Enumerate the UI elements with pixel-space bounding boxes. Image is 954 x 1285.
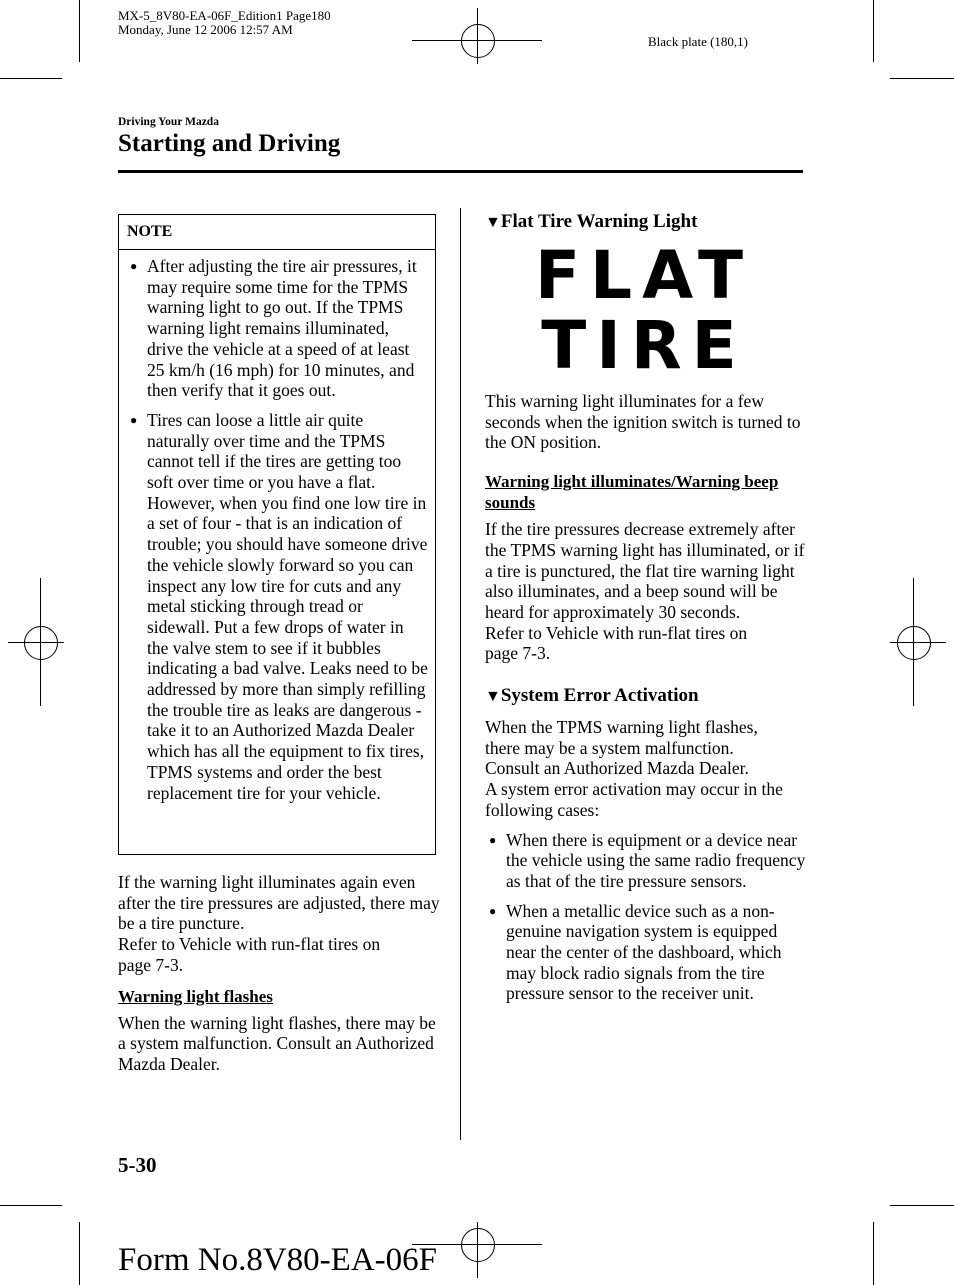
note-label: NOTE <box>119 215 435 250</box>
indicator-text-line: TIRE <box>541 307 747 384</box>
left-column <box>118 872 440 1075</box>
title-rule <box>118 170 803 173</box>
paragraph: A system error activation may occur in the following cases: <box>485 779 783 820</box>
bullet-dot: ● <box>489 832 497 847</box>
crop-mark <box>873 0 874 62</box>
section-label: Driving Your Mazda <box>118 116 219 128</box>
paragraph: If the tire pressures decrease extremely after the TPMS warning light has illuminated, or if a tire is punctured, the flat tire warning light also illuminates, and a beep sound will be heard for approximately 30 seconds. <box>485 519 805 622</box>
paragraph-reference: Refer to Vehicle with run-flat tires on page 7-3. <box>485 622 748 664</box>
bullet-dot: ● <box>489 903 497 918</box>
section-heading-text: Flat Tire Warning Light <box>500 211 698 232</box>
indicator-text-line: FLAT <box>534 237 754 314</box>
crop-mark <box>79 1222 80 1285</box>
bullet-dot: ● <box>130 412 138 427</box>
crop-mark <box>0 78 62 79</box>
paragraph: If the warning light illuminates again even after the tire pressures are adjusted, there may be a tire puncture. <box>118 872 440 934</box>
paragraph: When the warning light flashes, there may be a system malfunction. Consult an Authorized Mazda Dealer. <box>118 1012 436 1074</box>
section-heading-text: System Error Activation <box>500 685 699 707</box>
paragraph-reference: Refer to Vehicle with run-flat tires on page 7-3. <box>118 934 381 975</box>
registration-circle <box>461 24 495 58</box>
form-number: Form No.8V80-EA-06F <box>118 1242 437 1278</box>
crop-mark <box>890 1205 954 1206</box>
note-box <box>118 214 436 855</box>
note-bullet-text: After adjusting the tire air pressures, it may require some time for the TPMS warning light to go out. If the TPMS warning light remains illuminated, drive the vehicle at a speed of at least 25 km/h (16 mph) for 10 minutes, and then verify that it goes out. <box>147 256 417 401</box>
subheading-warning-beep: Warning light illuminates/Warning beep sounds <box>485 472 779 513</box>
section-heading-system-error <box>485 684 807 709</box>
list-item-text: When a metallic device such as a non-genuine navigation system is equipped near the center of the dashboard, which may block radio signals from the tire pressure sensor to the receiver unit. <box>506 900 782 1004</box>
list-item-text: When there is equipment or a device near the vehicle using the same radio frequency as that of the tire pressure sensors. <box>506 829 806 891</box>
list-item <box>485 901 807 1005</box>
print-file-line: MX-5_8V80-EA-06F_Edition1 Page180 <box>118 8 331 23</box>
subheading-warning-light-flashes: Warning light flashes <box>118 986 273 1006</box>
triangle-marker: ▼ <box>485 688 501 706</box>
registration-circle <box>897 626 931 660</box>
paragraph: When the TPMS warning light flashes, there may be a system malfunction. Consult an Authorized Mazda Dealer. <box>485 717 758 779</box>
note-body <box>119 250 435 803</box>
paragraph: This warning light illuminates for a few seconds when the ignition switch is turned to the ON position. <box>485 391 801 453</box>
column-divider <box>460 208 461 1140</box>
flat-tire-indicator <box>485 237 803 384</box>
crop-mark <box>873 1222 874 1285</box>
list-item <box>485 830 807 892</box>
print-date-line: Monday, June 12 2006 12:57 AM <box>118 22 293 37</box>
right-column <box>485 210 807 1004</box>
registration-circle <box>461 1228 495 1262</box>
note-bullet-text: Tires can loose a little air quite naturally over time and the TPMS cannot tell if the tires are getting too soft over time or you have a flat. However, when you find one low tire in a set of four - that is an indication of trouble; you should have someone drive the vehicle slowly forward so you can inspect any low tire for cuts and any metal sticking through tread or sidewall. Put a few drops of water in the valve stem to see if it bubbles indicating a bad valve. Leaks need to be addressed by more than simply refilling the trouble tire as leaks are dangerous - take it to an Authorized Mazda Dealer which has all the equipment to fix tires, TPMS systems and order the best replacement tire for your vehicle. <box>147 409 428 803</box>
bullet-dot: ● <box>130 259 138 273</box>
crop-mark <box>79 0 80 62</box>
registration-circle <box>24 626 58 660</box>
page-title: Starting and Driving <box>118 130 341 157</box>
triangle-marker: ▼ <box>485 214 501 231</box>
crop-mark <box>890 78 954 79</box>
note-bullet <box>119 256 429 401</box>
section-heading-flat-tire <box>485 210 807 235</box>
page-number: 5-30 <box>118 1153 157 1177</box>
note-bullet <box>119 410 429 803</box>
crop-mark <box>0 1205 62 1206</box>
print-plate: Black plate (180,1) <box>648 34 748 49</box>
